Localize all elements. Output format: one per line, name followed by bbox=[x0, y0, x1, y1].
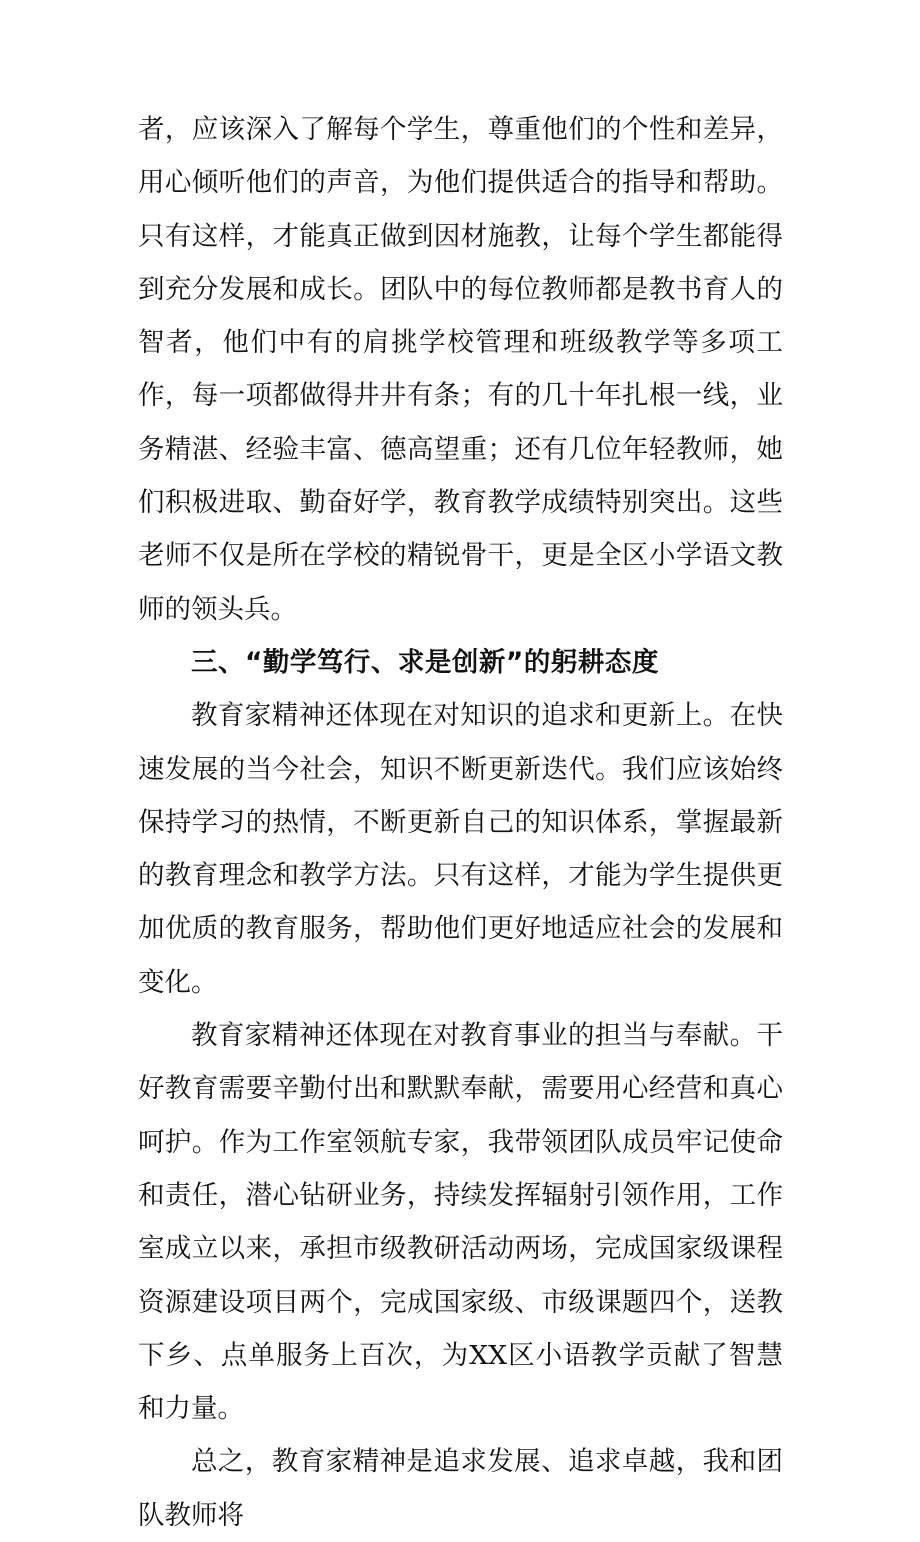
paragraph-conclusion: 总之，教育家精神是追求发展、追求卓越，我和团队教师将 bbox=[138, 1446, 783, 1531]
paragraph-knowledge-pursuit: 教育家精神还体现在对知识的追求和更新上。在快速发展的当今社会，知识不断更新迭代。我们应该始终保持学习的热情，不断更新自己的知识体系，掌握最新的教育理念和教学方法。只有这样，才能为学生提供更加优质的教育服务，帮助他们更好地适应社会的发展和变化。 bbox=[138, 700, 783, 998]
paragraph-continuation: 者，应该深入了解每个学生，尊重他们的个性和差异，用心倾听他们的声音，为他们提供适合的指导和帮助。只有这样，才能真正做到因材施教，让每个学生都能得到充分发展和成长。团队中的每位教师都是教书育人的智者，他们中有的肩挑学校管理和班级教学等多项工作，每一项都做得井井有条；有的几十年扎根一线，业务精湛、经验丰富、德高望重；还有几位年轻教师，她们积极进取、勤奋好学，教育教学成绩特别突出。这些老师不仅是所在学校的精锐骨干，更是全区小学语文教师的领头兵。 bbox=[138, 114, 783, 625]
paragraph-dedication: 教育家精神还体现在对教育事业的担当与奉献。干好教育需要辛勤付出和默默奉献，需要用心经营和真心呵护。作为工作室领航专家，我带领团队成员牢记使命和责任，潜心钻研业务，持续发挥辐射引领作用，工作室成立以来，承担市级教研活动两场，完成国家级课程资源建设项目两个，完成国家级、市级课题四个，送教下乡、点单服务上百次，为XX区小语教学贡献了智慧和力量。 bbox=[138, 1020, 783, 1425]
section-heading: 三、“勤学笃行、求是创新”的躬耕态度 bbox=[191, 646, 659, 678]
document-body bbox=[138, 103, 783, 1542]
